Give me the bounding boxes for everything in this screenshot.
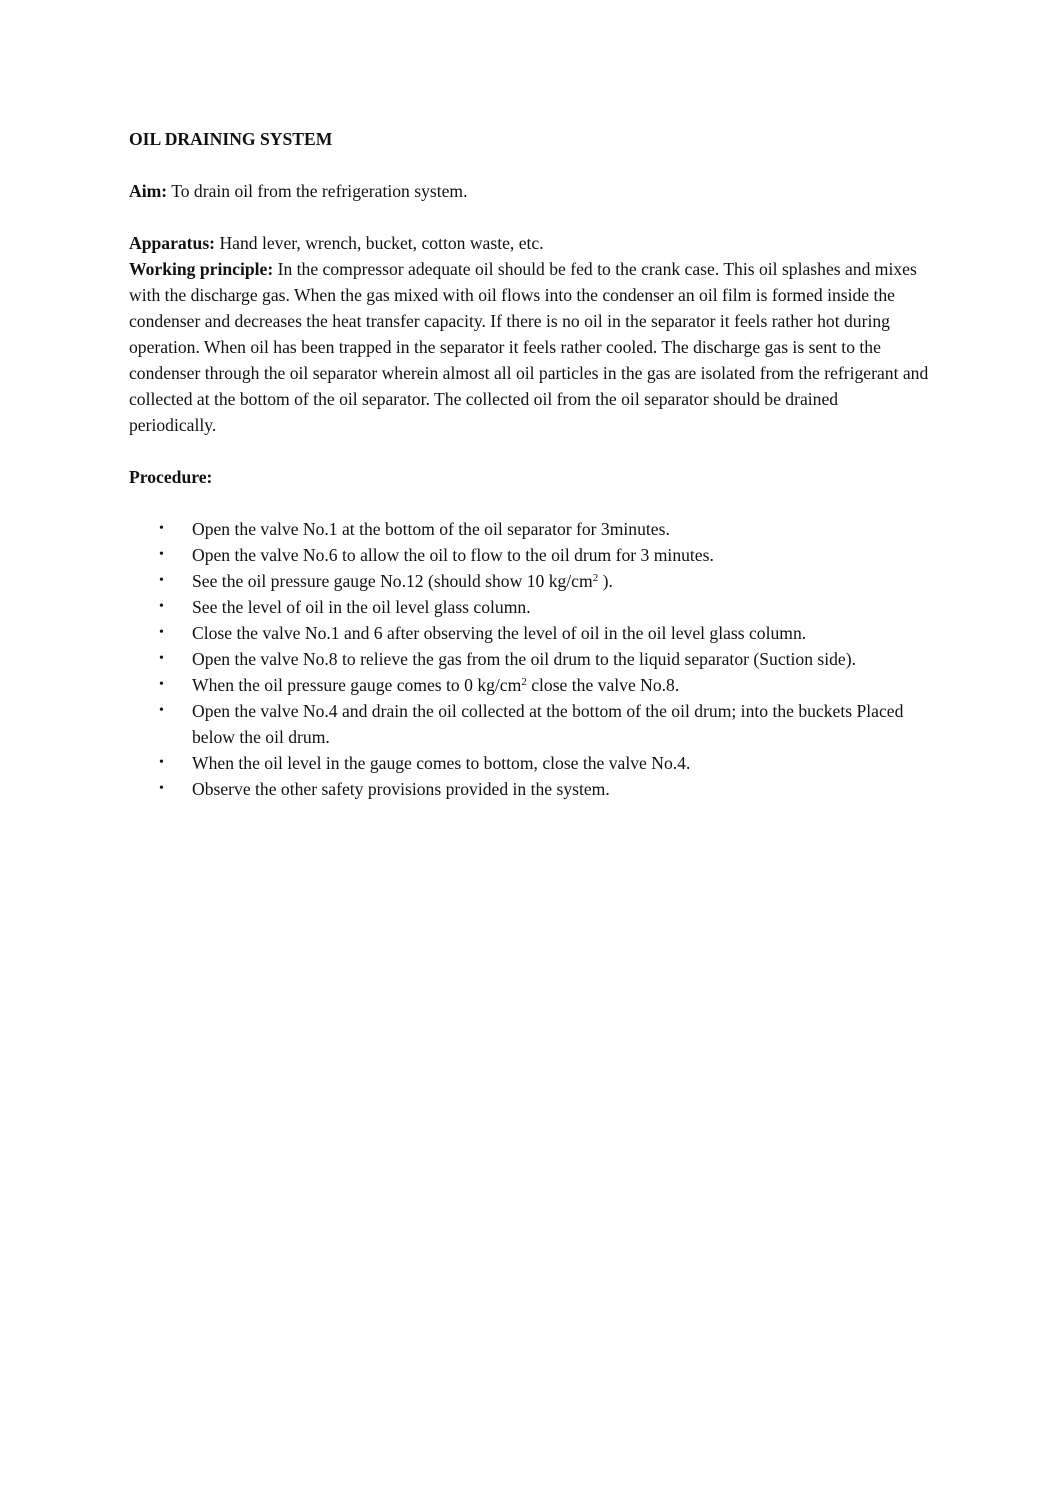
list-item (129, 516, 929, 542)
step-text: Observe the other safety provisions provided in the system. (192, 779, 610, 799)
step-text: Close the valve No.1 and 6 after observing the level of oil in the oil level glass column. (192, 623, 807, 643)
step-text: See the level of oil in the oil level glass column. (192, 597, 531, 617)
bullet-icon: • (159, 703, 164, 718)
list-item (129, 672, 929, 698)
working-principle-paragraph (129, 256, 929, 438)
list-item (129, 594, 929, 620)
step-text-tail: ). (598, 571, 613, 591)
step-text: Open the valve No.1 at the bottom of the oil separator for 3minutes. (192, 519, 670, 539)
working-principle-label: Working principle: (129, 259, 274, 279)
procedure-heading: Procedure: (129, 467, 213, 487)
superscript: 2 (592, 572, 599, 584)
apparatus-label: Apparatus: (129, 233, 216, 253)
list-item (129, 750, 929, 776)
bullet-icon: • (159, 599, 164, 614)
list-item (129, 542, 929, 568)
bullet-icon: • (159, 781, 164, 796)
step-text: When the oil pressure gauge comes to 0 kg/cm (192, 675, 522, 695)
step-text-tail: close the valve No.8. (526, 675, 680, 695)
bullet-icon: • (159, 625, 164, 640)
bullet-icon: • (159, 677, 164, 692)
bullet-icon: • (159, 651, 164, 666)
bullet-icon: • (159, 755, 164, 770)
apparatus-paragraph (129, 230, 929, 256)
step-text: When the oil level in the gauge comes to bottom, close the valve No.4. (192, 753, 691, 773)
bullet-icon: • (159, 521, 164, 536)
procedure-list (129, 516, 929, 802)
document-title: OIL DRAINING SYSTEM (129, 129, 333, 149)
step-text: See the oil pressure gauge No.12 (should show 10 kg/cm (192, 571, 593, 591)
step-text: Open the valve No.8 to relieve the gas from the oil drum to the liquid separator (Suction side). (192, 649, 856, 669)
step-text: Open the valve No.6 to allow the oil to flow to the oil drum for 3 minutes. (192, 545, 714, 565)
working-principle-text: In the compressor adequate oil should be fed to the crank case. This oil splashes and mixes with the discharge gas. When the gas mixed with oil flows into the condenser an oil film is formed inside the condenser and decreases the heat transfer capacity. If there is no oil in the separator it feels rather hot during operation. When oil has been trapped in the separator it feels rather cooled. The discharge gas is sent to the condenser through the oil separator wherein almost all oil particles in the gas are isolated from the refrigerant and collected at the bottom of the oil separator. The collected oil from the oil separator should be drained periodically. (129, 259, 929, 435)
step-text: Open the valve No.4 and drain the oil collected at the bottom of the oil drum; into the buckets Placed below the oil drum. (192, 701, 904, 747)
bullet-icon: • (159, 573, 164, 588)
apparatus-text: Hand lever, wrench, bucket, cotton waste, etc. (219, 233, 544, 253)
aim-paragraph (129, 178, 929, 204)
list-item (129, 698, 929, 750)
list-item (129, 776, 929, 802)
document-page (129, 126, 929, 802)
list-item (129, 646, 929, 672)
aim-label: Aim: (129, 181, 168, 201)
list-item (129, 568, 929, 594)
bullet-icon: • (159, 547, 164, 562)
list-item (129, 620, 929, 646)
aim-text: To drain oil from the refrigeration system. (171, 181, 468, 201)
superscript: 2 (521, 676, 527, 688)
